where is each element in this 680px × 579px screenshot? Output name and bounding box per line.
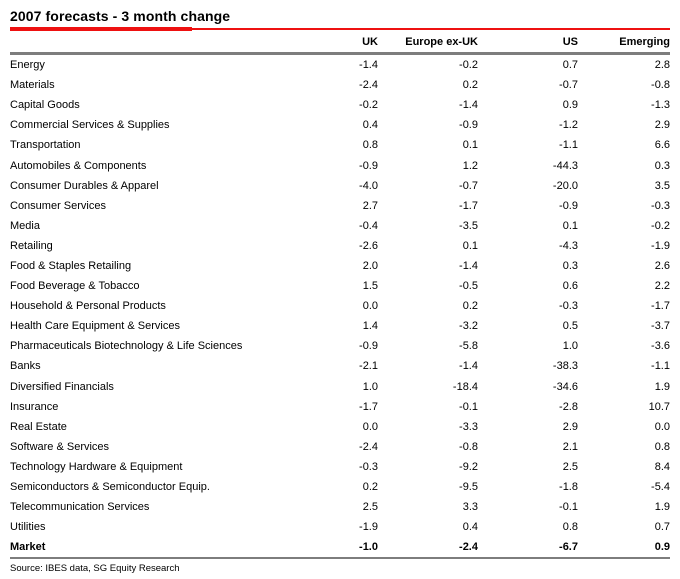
cell-europe: -3.2 <box>459 320 478 333</box>
cell-europe: -0.8 <box>459 440 478 453</box>
cell-us: 0.9 <box>562 99 578 112</box>
cell-uk: 1.4 <box>362 320 378 333</box>
cell-europe: -18.4 <box>452 380 478 393</box>
cell-uk: -0.9 <box>359 340 378 353</box>
table-row <box>10 256 670 276</box>
table-row <box>10 196 670 216</box>
cell-us: -6.7 <box>478 537 578 558</box>
table-row <box>10 356 670 376</box>
cell-uk: 0.0 <box>362 420 378 433</box>
page-title: 2007 forecasts - 3 month change <box>10 8 231 24</box>
row-label: Utilities <box>10 521 46 534</box>
row-label: Technology Hardware & Equipment <box>10 460 183 473</box>
table-row <box>10 457 670 477</box>
cell-us: 0.1 <box>562 219 578 232</box>
cell-emerging: -5.4 <box>651 481 670 494</box>
row-label: Commercial Services & Supplies <box>10 119 170 132</box>
cell-uk: -0.2 <box>359 99 378 112</box>
cell-europe: -3.5 <box>459 219 478 232</box>
row-label: Diversified Financials <box>10 380 114 393</box>
cell-europe: -5.8 <box>459 340 478 353</box>
cell-europe: -0.5 <box>459 280 478 293</box>
cell-emerging: 0.9 <box>578 537 670 558</box>
cell-europe: 3.3 <box>462 501 478 514</box>
row-label: Telecommunication Services <box>10 501 150 514</box>
row-label: Household & Personal Products <box>10 300 166 313</box>
table-row <box>10 517 670 537</box>
cell-emerging: 8.4 <box>654 460 670 473</box>
cell-europe: -0.7 <box>459 179 478 192</box>
cell-us: -20.0 <box>552 179 578 192</box>
row-label: Insurance <box>10 400 59 413</box>
cell-uk: 0.8 <box>362 139 378 152</box>
cell-uk: -2.6 <box>359 239 378 252</box>
cell-emerging: 10.7 <box>648 400 670 413</box>
cell-europe: -1.4 <box>459 360 478 373</box>
cell-europe: -1.4 <box>459 259 478 272</box>
row-label: Pharmaceuticals Biotechnology & Life Sciences <box>10 340 243 353</box>
table-row <box>10 216 670 236</box>
cell-us: -1.2 <box>559 119 578 132</box>
cell-us: 2.1 <box>562 440 578 453</box>
title-underline-thick-segment <box>10 27 192 31</box>
cell-emerging: 2.8 <box>654 59 670 72</box>
row-label: Food Beverage & Tobacco <box>10 280 140 293</box>
table-row <box>10 477 670 497</box>
cell-europe: -1.4 <box>459 99 478 112</box>
cell-uk: -2.4 <box>359 79 378 92</box>
cell-uk: -0.4 <box>359 219 378 232</box>
table-header-row <box>10 33 670 54</box>
cell-emerging: -0.3 <box>651 199 670 212</box>
cell-us: 0.3 <box>562 259 578 272</box>
cell-europe: 0.2 <box>462 300 478 313</box>
table-row <box>10 135 670 155</box>
table-row <box>10 276 670 296</box>
cell-uk: -1.7 <box>359 400 378 413</box>
cell-europe: 0.1 <box>462 139 478 152</box>
table-row <box>10 155 670 175</box>
cell-us: -44.3 <box>552 159 578 172</box>
column-header-emerging: Emerging <box>578 33 670 54</box>
cell-europe: 1.2 <box>462 159 478 172</box>
row-label: Capital Goods <box>10 99 80 112</box>
column-header-europe: Europe ex-UK <box>378 33 478 54</box>
row-label: Transportation <box>10 139 81 152</box>
cell-uk: 1.0 <box>362 380 378 393</box>
row-label: Media <box>10 219 40 232</box>
row-label: Real Estate <box>10 420 67 433</box>
row-label: Software & Services <box>10 440 110 453</box>
cell-europe: 0.4 <box>462 521 478 534</box>
forecast-table <box>10 33 670 559</box>
row-label: Automobiles & Components <box>10 159 147 172</box>
cell-emerging: 2.2 <box>654 280 670 293</box>
cell-us: -0.3 <box>559 300 578 313</box>
cell-us: 0.5 <box>562 320 578 333</box>
cell-emerging: -1.1 <box>651 360 670 373</box>
table-row <box>10 537 670 558</box>
table-body <box>10 54 670 559</box>
cell-us: -38.3 <box>552 360 578 373</box>
cell-emerging: 3.5 <box>654 179 670 192</box>
cell-us: -4.3 <box>559 239 578 252</box>
cell-emerging: 0.3 <box>654 159 670 172</box>
row-label: Consumer Services <box>10 199 106 212</box>
table-row <box>10 176 670 196</box>
cell-emerging: -0.2 <box>651 219 670 232</box>
cell-uk: -0.3 <box>359 460 378 473</box>
cell-uk: -2.4 <box>359 440 378 453</box>
cell-emerging: 1.9 <box>654 501 670 514</box>
cell-emerging: -1.9 <box>651 239 670 252</box>
cell-emerging: 0.7 <box>654 521 670 534</box>
row-label: Materials <box>10 79 55 92</box>
cell-uk: -1.9 <box>359 521 378 534</box>
cell-emerging: -0.8 <box>651 79 670 92</box>
title-underline <box>10 27 670 32</box>
cell-us: 2.5 <box>562 460 578 473</box>
cell-europe: -0.2 <box>459 59 478 72</box>
row-label: Banks <box>10 360 41 373</box>
cell-europe: -2.4 <box>378 537 478 558</box>
column-header-uk: UK <box>286 33 378 54</box>
cell-us: 0.6 <box>562 280 578 293</box>
row-label: Consumer Durables & Apparel <box>10 179 159 192</box>
cell-europe: -0.9 <box>459 119 478 132</box>
cell-emerging: 0.0 <box>654 420 670 433</box>
table-row <box>10 296 670 316</box>
row-label: Food & Staples Retailing <box>10 259 132 272</box>
row-label: Semiconductors & Semiconductor Equip. <box>10 481 210 494</box>
cell-europe: -9.5 <box>459 481 478 494</box>
cell-uk: 0.4 <box>362 119 378 132</box>
table-row <box>10 115 670 135</box>
cell-uk: -4.0 <box>359 179 378 192</box>
cell-europe: -3.3 <box>459 420 478 433</box>
table-row <box>10 54 670 76</box>
cell-us: -1.8 <box>559 481 578 494</box>
cell-uk: 2.7 <box>362 199 378 212</box>
cell-emerging: -3.7 <box>651 320 670 333</box>
table-row <box>10 397 670 417</box>
table-row <box>10 316 670 336</box>
table-row <box>10 377 670 397</box>
cell-us: -0.9 <box>559 199 578 212</box>
row-label: Market <box>10 537 286 558</box>
cell-emerging: -1.7 <box>651 300 670 313</box>
cell-emerging: 6.6 <box>654 139 670 152</box>
cell-uk: -1.4 <box>359 59 378 72</box>
row-label: Health Care Equipment & Services <box>10 320 180 333</box>
cell-us: -0.1 <box>559 501 578 514</box>
cell-uk: -0.9 <box>359 159 378 172</box>
cell-uk: -2.1 <box>359 360 378 373</box>
cell-emerging: 0.8 <box>654 440 670 453</box>
table-row <box>10 497 670 517</box>
cell-uk: -1.0 <box>286 537 378 558</box>
cell-uk: 0.0 <box>362 300 378 313</box>
cell-europe: -1.7 <box>459 199 478 212</box>
cell-europe: 0.2 <box>462 79 478 92</box>
cell-us: 0.7 <box>562 59 578 72</box>
table-row <box>10 95 670 115</box>
cell-europe: -9.2 <box>459 460 478 473</box>
source-note: Source: IBES data, SG Equity Research <box>10 563 180 575</box>
cell-us: 1.0 <box>562 340 578 353</box>
cell-us: -34.6 <box>552 380 578 393</box>
row-label: Energy <box>10 59 45 72</box>
cell-emerging: -3.6 <box>651 340 670 353</box>
column-header-us: US <box>478 33 578 54</box>
cell-emerging: 1.9 <box>654 380 670 393</box>
cell-uk: 1.5 <box>362 280 378 293</box>
cell-uk: 2.0 <box>362 259 378 272</box>
cell-europe: 0.1 <box>462 239 478 252</box>
cell-europe: -0.1 <box>459 400 478 413</box>
column-header-sector <box>10 33 286 54</box>
cell-emerging: 2.9 <box>654 119 670 132</box>
cell-us: 2.9 <box>562 420 578 433</box>
cell-emerging: -1.3 <box>651 99 670 112</box>
table-row <box>10 75 670 95</box>
table-row <box>10 437 670 457</box>
table-row <box>10 236 670 256</box>
cell-us: 0.8 <box>562 521 578 534</box>
table-row <box>10 336 670 356</box>
row-label: Retailing <box>10 239 53 252</box>
cell-us: -0.7 <box>559 79 578 92</box>
cell-uk: 2.5 <box>362 501 378 514</box>
cell-us: -2.8 <box>559 400 578 413</box>
title-underline-thin-segment <box>192 28 670 30</box>
cell-uk: 0.2 <box>362 481 378 494</box>
cell-emerging: 2.6 <box>654 259 670 272</box>
cell-us: -1.1 <box>559 139 578 152</box>
table-row <box>10 417 670 437</box>
